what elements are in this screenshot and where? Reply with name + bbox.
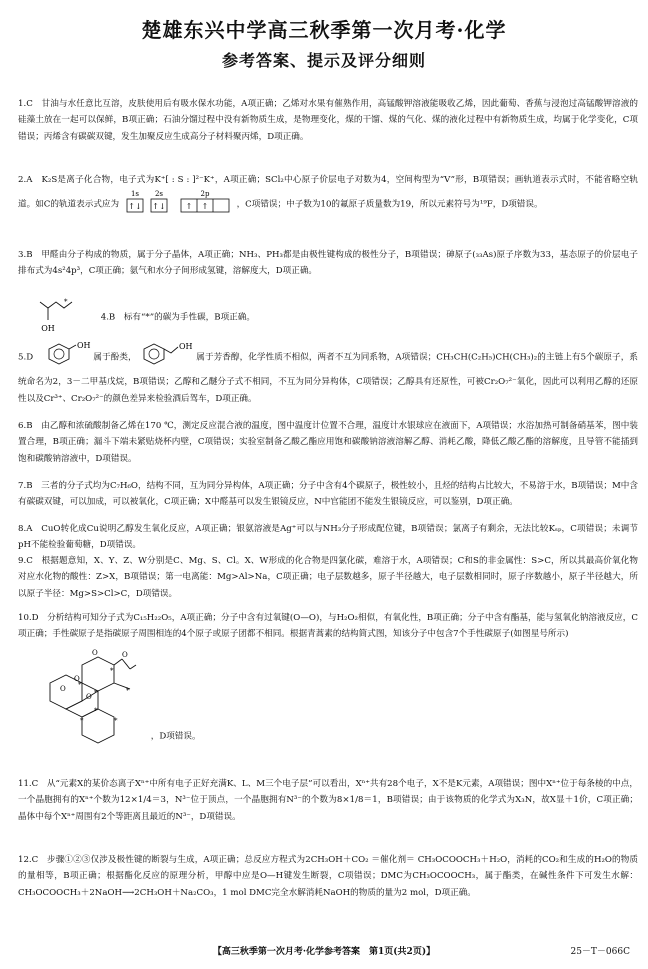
svg-text:O: O (86, 692, 92, 701)
svg-text:O: O (122, 650, 128, 659)
orbital-label-2s: 2s (154, 190, 163, 199)
answer-3: 3.B 甲醛由分子构成的物质，属于分子晶体，A项正确；NH₃、PH₃都是由极性键构成的极性分子，B项错误；砷原子(₃₃As)原子序数为33，基态原子的价层电子排布式为4s²4p³，C项正确；氨气和水分子间形成氢键，溶解度大，D项正确。 (18, 250, 638, 277)
svg-text:↑↓: ↑↓ (152, 202, 166, 212)
oh-label: OH (76, 341, 91, 350)
svg-text:*: * (114, 716, 118, 725)
svg-text:↑: ↑ (201, 202, 209, 212)
svg-text:*: * (126, 686, 130, 695)
svg-text:*: * (94, 688, 98, 697)
answer-7: 7.B 三者的分子式均为C₇H₆O，结构不同，互为同分异构体，A项正确；分子中含有4个碳原子，极性较小，且烃的结构占比较大，不易溶于水，B项错误；M中含有碳碳双键，可以加成，可以被氧化，C项正确；X中醛基可以发生银镜反应，N中官能团不能发生银镜反应，可以鉴别，D项正确。 (18, 481, 638, 508)
answer-12: 12.C 步骤①②③仅涉及极性键的断裂与生成，A项正确；总反应方程式为2CH₃OH＋CO₂ ＝催化剂＝ CH₃OCOOCH₃＋H₂O，消耗的CO₂和生成的H₂O的物质的量相等，B项正确；根据酯化反应的原理分析，甲醇中应是O—H键发生断裂，C项错误；DMC为CH₃OCOOCH₃，属于酯类，在碱性条件下可发生水解：CH₃OCOOCH₃＋2NaOH⟶2CH₃OH＋Na₂CO₃，1 mol DMC完全水解消耗NaOH的物质的量为2 mol，D项正确。 (18, 855, 638, 898)
svg-text:*: * (80, 716, 84, 725)
chiral-structure-4 (18, 300, 98, 334)
answer-9: 9.C 根据题意知，X、Y、Z、W分别是C、Mg、S、Cl。X、W形成的化合物是四氯化碳，难溶于水，A项错误；C和S的非金属性：S>C，所以其最高价氧化物对应水化物的酸性：Z>X，B项错误；第一电离能：Mg>Al>Na，C项正确；电子层数越多，原子半径越大，电子层数相同时，原子序数越小，原子半径越大，所以原子半径：Mg>S>Cl>C，D项错误。 (18, 556, 638, 599)
svg-text:O: O (92, 648, 98, 657)
answer-5: 5.D OH 属于酚类， OH 属于芳香醇，化学性质不相似，两者不互为同系物，A项错误；CH₃CH(C₂H₅)CH(CH₃)₂的主链上有5个碳原子，系统命名为2，3－二甲基戊烷，B项错误；乙醇和乙醚分子式不相同，不互为同分异构体，C项错误；乙醇具有还原性，可被Cr₂O₇²⁻氧化，因此可以利用乙醇的还原性以及Cr³⁺、Cr₂O₇²⁻的颜色差异来检验酒后驾车，D项正确。 (18, 341, 638, 404)
orbital-label-2p: 2p (200, 190, 210, 199)
answer-10: 10.D 分析结构可知分子式为C₁₅H₂₂O₅，A项正确；分子中含有过氧键(O—O)，与H₂O₂相似，有氧化性，B项正确；分子中含有酯基，能与氢氧化钠溶液反应，C项正确；手性碳原子是指碳原子周围相连的4个原子或原子团都不相同。根据青蒿素的结构简式图，知该分子中包含7个手性碳原子(如图星号所示) O O O O O * * * * * * * ，D项错误。 (18, 610, 638, 745)
oh-label: OH (178, 342, 193, 351)
answer-1: 1.C 甘油与水任意比互溶，皮肤使用后有吸水保水功能，A项正确；乙烯对水果有催熟作用，高锰酸钾溶液能吸收乙烯，因此葡萄、香蕉与浸泡过高锰酸钾溶液的硅藻土放在一起可以保鲜，B项正确；石油分馏过程中没有新物质生成，是物理变化，煤的干馏、煤的气化、煤的液化过程中有新物质生成，均属于化学变化，C项错误；丙烯含有碳碳双键，发生加聚反应生成高分子材料聚丙烯，D项正确。 (18, 99, 638, 142)
orbital-diagram (123, 188, 233, 220)
orbital-label-1s: 1s (130, 190, 139, 199)
document-code: 25－T－066C (570, 947, 630, 957)
phenol-structure (45, 340, 91, 374)
answer-8: 8.A CuO转化成Cu说明乙醇发生氧化反应，A项正确；银氨溶液是Ag⁺可以与NH₃分子形成配位键，B项错误；氯离子有剩余，无法比较Kₛₚ，C项错误；未调节pH不能检验葡萄糖，D项错误。 (18, 524, 638, 551)
svg-text:↑: ↑ (185, 202, 193, 212)
answer-6: 6.B 由乙醇和浓硫酸制备乙烯在170 ℃，测定反应混合液的温度，图中温度计位置不合理，温度计水银球应在液面下，A项错误；水浴加热可制备硝基苯，图中装置合理，B项正确；漏斗下端未紧贴烧杯内壁，C项错误；实验室制备乙酸乙酯应用饱和碳酸钠溶液溶解乙醇、消耗乙酸，降低乙酸乙酯的溶解度，且导管不能插到饱和碳酸钠溶液中，D项错误。 (18, 421, 638, 464)
svg-text:O: O (74, 674, 80, 683)
benzyl-alcohol-structure (140, 340, 194, 374)
svg-text:O: O (60, 684, 66, 693)
answer-4: OH * 4.B 标有“*”的碳为手性碳，B项正确。 (18, 300, 638, 334)
artemisinin-structure (18, 643, 148, 745)
svg-text:↑↓: ↑↓ (128, 202, 142, 212)
page-title: 楚雄东兴中学高三秋季第一次月考·化学 (141, 18, 507, 42)
svg-text:*: * (94, 706, 98, 715)
page-footer: 【高三秋季第一次月考·化学参考答案 第1页(共2页)】 (212, 947, 436, 957)
answer-2: 2.A K₂S是离子化合物，电子式为K⁺[ : S : ]²⁻K⁺，A项正确；SCl₂中心原子价层电子对数为4，空间构型为“V”形，B项错误；画轨道表示式时，不能省略空轨道。如C的轨道表示式应为 1s 2s 2p ↑↓ ↑↓ ↑ ↑ ，C项错误；中子数为10的氟原子质量数为19，所以元素符号为¹⁹F，D项错误。 (18, 172, 638, 221)
oh-label: OH (41, 324, 55, 333)
page-subtitle: 参考答案、提示及评分细则 (221, 51, 426, 70)
svg-text:*: * (78, 680, 82, 689)
svg-text:*: * (110, 666, 114, 675)
answer-11: 11.C 从“元素X的某价态离子Xⁿ⁺中所有电子正好充满K、L、M三个电子层”可以看出，Xⁿ⁺共有28个电子，X不是K元素，A项错误；图中Xⁿ⁺位于每条棱的中点，一个晶胞拥有的Xⁿ⁺个数为12×1/4＝3，N³⁻位于顶点，一个晶胞拥有N³⁻的个数为8×1/8＝1，B项错误；由于该物质的化学式为X₃N，故X显＋1价，C项正确；晶体中每个Xⁿ⁺周围有2个等距离且最近的N³⁻，D项错误。 (18, 779, 638, 822)
svg-text:*: * (64, 298, 68, 306)
